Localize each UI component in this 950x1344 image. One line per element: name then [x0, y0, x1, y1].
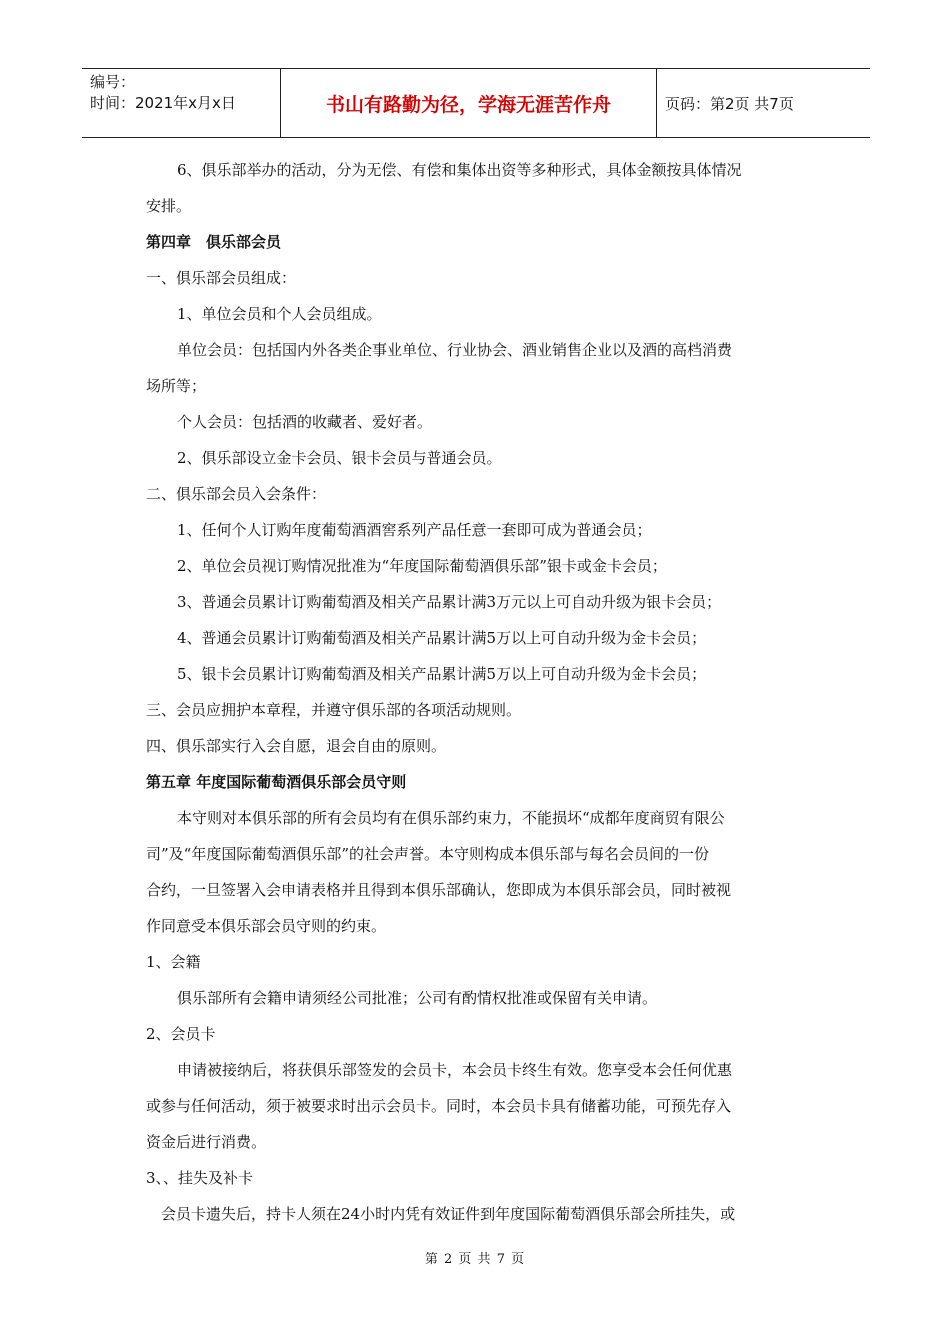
paragraph: 1、单位会员和个人会员组成。: [177, 305, 382, 323]
paragraph: 司”及“年度国际葡萄酒俱乐部”的社会声誉。本守则构成本俱乐部与每名会员间的一份: [146, 845, 710, 863]
paragraph: 安排。: [146, 197, 192, 215]
paragraph: 2、单位会员视订购情况批准为“年度国际葡萄酒俱乐部”银卡或金卡会员；: [177, 557, 667, 575]
paragraph: 本守则对本俱乐部的所有会员均有在俱乐部约束力，不能损坏“成都年度商贸有限公: [177, 809, 725, 827]
paragraph: 或参与任何活动，须于被要求时出示会员卡。同时，本会员卡具有储蓄功能，可预先存入: [146, 1097, 732, 1115]
page-footer: 第 2 页 共 7 页: [424, 1252, 526, 1267]
paragraph: 单位会员：包括国内外各类企事业单位、行业协会、酒业销售企业以及酒的高档消费: [177, 341, 733, 359]
paragraph: 三、会员应拥护本章程，并遵守俱乐部的各项活动规则。: [146, 701, 522, 719]
paragraph: 会员卡遗失后，持卡人须在24小时内凭有效证件到年度国际葡萄酒俱乐部会所挂失，或: [161, 1205, 736, 1223]
paragraph: 3、普通会员累计订购葡萄酒及相关产品累计满3万元以上可自动升级为银卡会员；: [177, 593, 722, 611]
paragraph: 四、俱乐部实行入会自愿，退会自由的原则。: [146, 737, 447, 755]
paragraph: 作同意受本俱乐部会员守则的约束。: [146, 917, 387, 935]
header-motto: 书山有路勤为径，学海无涯苦作舟: [281, 69, 657, 137]
chapter-heading: 第四章 俱乐部会员: [146, 233, 282, 251]
document-number: 编号：: [90, 73, 136, 91]
paragraph: 4、普通会员累计订购葡萄酒及相关产品累计满5万以上可自动升级为金卡会员；: [177, 629, 707, 647]
paragraph: 二、俱乐部会员入会条件：: [146, 485, 327, 503]
chapter-heading: 第五章 年度国际葡萄酒俱乐部会员守则: [146, 773, 407, 791]
paragraph: 6、俱乐部举办的活动，分为无偿、有偿和集体出资等多种形式，具体金额按具体情况: [177, 161, 742, 179]
paragraph: 申请被接纳后，将获俱乐部签发的会员卡，本会员卡终生有效。您享受本会任何优惠: [177, 1061, 733, 1079]
document-body: [146, 152, 810, 1232]
paragraph: 俱乐部所有会籍申请须经公司批准；公司有酌情权批准或保留有关申请。: [177, 989, 658, 1007]
paragraph: 合约，一旦签署入会申请表格并且得到本俱乐部确认，您即成为本俱乐部会员，同时被视: [146, 881, 732, 899]
paragraph: 3、、挂失及补卡: [146, 1169, 254, 1187]
header-page-info: 页码：第2页 共7页: [665, 94, 794, 113]
paragraph: 资金后进行消费。: [146, 1133, 267, 1151]
paragraph: 5、银卡会员累计订购葡萄酒及相关产品累计满5万以上可自动升级为金卡会员；: [177, 665, 707, 683]
paragraph: 场所等；: [146, 377, 207, 395]
paragraph: 2、俱乐部设立金卡会员、银卡会员与普通会员。: [177, 449, 502, 467]
paragraph: 2、会员卡: [146, 1025, 216, 1043]
header-table: [82, 68, 870, 138]
document-time: 时间：2021年x月x日: [90, 94, 236, 112]
paragraph: 1、任何个人订购年度葡萄酒酒窖系列产品任意一套即可成为普通会员；: [177, 521, 652, 539]
header-info-cell: [82, 69, 281, 137]
paragraph: 一、俱乐部会员组成：: [146, 269, 297, 287]
paragraph: 个人会员：包括酒的收藏者、爱好者。: [177, 413, 433, 431]
paragraph: 1、会籍: [146, 953, 201, 971]
